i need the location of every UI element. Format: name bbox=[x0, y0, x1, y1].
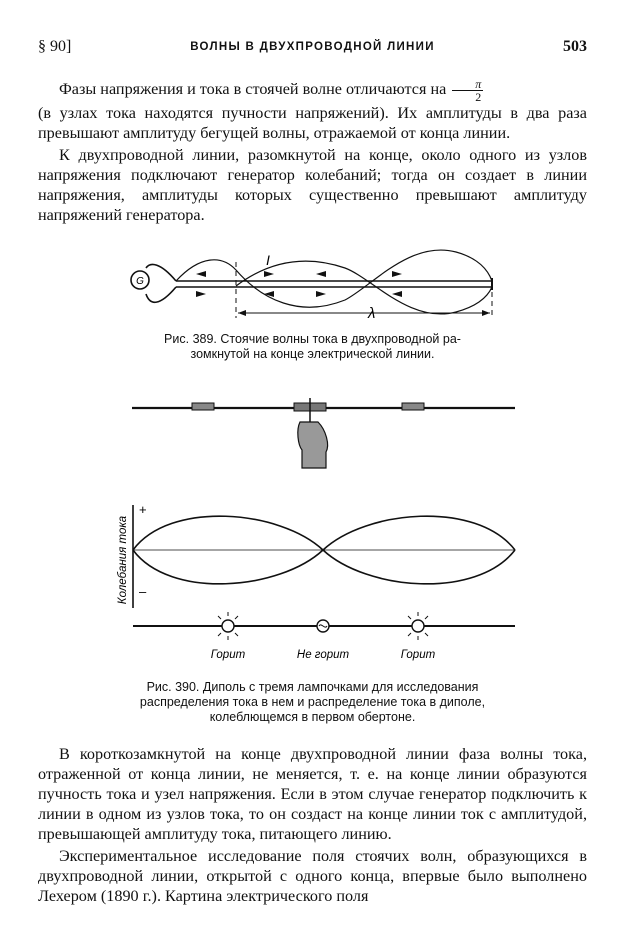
lamp-label-left: Горит bbox=[210, 649, 246, 661]
running-title: ВОЛНЫ В ДВУХПРОВОДНОЙ ЛИНИИ bbox=[190, 41, 435, 53]
section-number: § 90] bbox=[38, 38, 72, 55]
paragraph-4: Экспериментальное исследование поля стоячих волн, образующихся в двухпроводной линии, открытой с одного конца, впервые было выполнено Лехером (1890 г.). Картина электрического поля bbox=[38, 847, 587, 905]
fraction-numerator: π bbox=[452, 78, 483, 91]
current-label: I bbox=[266, 252, 270, 268]
lamp-label-right: Горит bbox=[400, 649, 436, 661]
lamp-holder-left bbox=[192, 403, 214, 410]
caption-389-line-1: Рис. 389. Стоячие волны тока в двухпроводной ра- bbox=[164, 332, 461, 346]
wavelength-label: λ bbox=[368, 305, 376, 322]
lamp-lit-right-icon bbox=[412, 620, 424, 632]
hand-icon bbox=[298, 422, 328, 468]
paragraph-1-text: Фазы напряжения и тока в стоячей волне отличаются на bbox=[59, 80, 447, 99]
page-number: 503 bbox=[563, 38, 587, 55]
paragraph-1-rest: (в узлах тока находятся пучности напряжений). Их амплитуды в два раза превышают амплитуду бегущей волны, отражаемой от конца линии. bbox=[38, 104, 587, 142]
paragraph-3: В короткозамкнутой на конце двухпроводной линии фаза волны тока, отраженной от конца линии, не меняется, т. е. на конце линии образуются пучность тока и узел напряжения. Если в этом случае генератор подключить к линии в одном из узлов тока, то он создаст на конце линии ток с амплитудой, превышающей амплитуду тока, питающего линию. bbox=[38, 745, 587, 843]
text-block-bottom bbox=[38, 744, 587, 906]
generator-label: G bbox=[136, 276, 144, 287]
figure-390-caption bbox=[90, 680, 535, 725]
fraction-denominator: 2 bbox=[475, 90, 482, 104]
lamp-lit-left-icon bbox=[222, 620, 234, 632]
minus-sign: – bbox=[139, 584, 147, 599]
caption-390-line-3: колеблющемся в первом обертоне. bbox=[209, 710, 416, 724]
lamp-label-center: Не горит bbox=[296, 649, 350, 661]
plus-sign: + bbox=[139, 502, 147, 517]
y-axis-label: Колебания тока bbox=[117, 515, 129, 605]
lamp-holder-right bbox=[402, 403, 424, 410]
caption-390-line-2: распределения тока в нем и распределение тока в диполе, bbox=[139, 695, 486, 709]
caption-390-line-1: Рис. 390. Диполь с тремя лампочками для исследования bbox=[146, 680, 479, 694]
paragraph-2: К двухпроводной линии, разомкнутой на конце, около одного из узлов напряжения подключают генератор колебаний; тогда он создает в линии напряжения, амплитуды которых существенно превышают амплитуду напряжений генератора. bbox=[38, 146, 587, 224]
caption-389-line-2: зомкнутой на конце электрической линии. bbox=[190, 347, 435, 361]
